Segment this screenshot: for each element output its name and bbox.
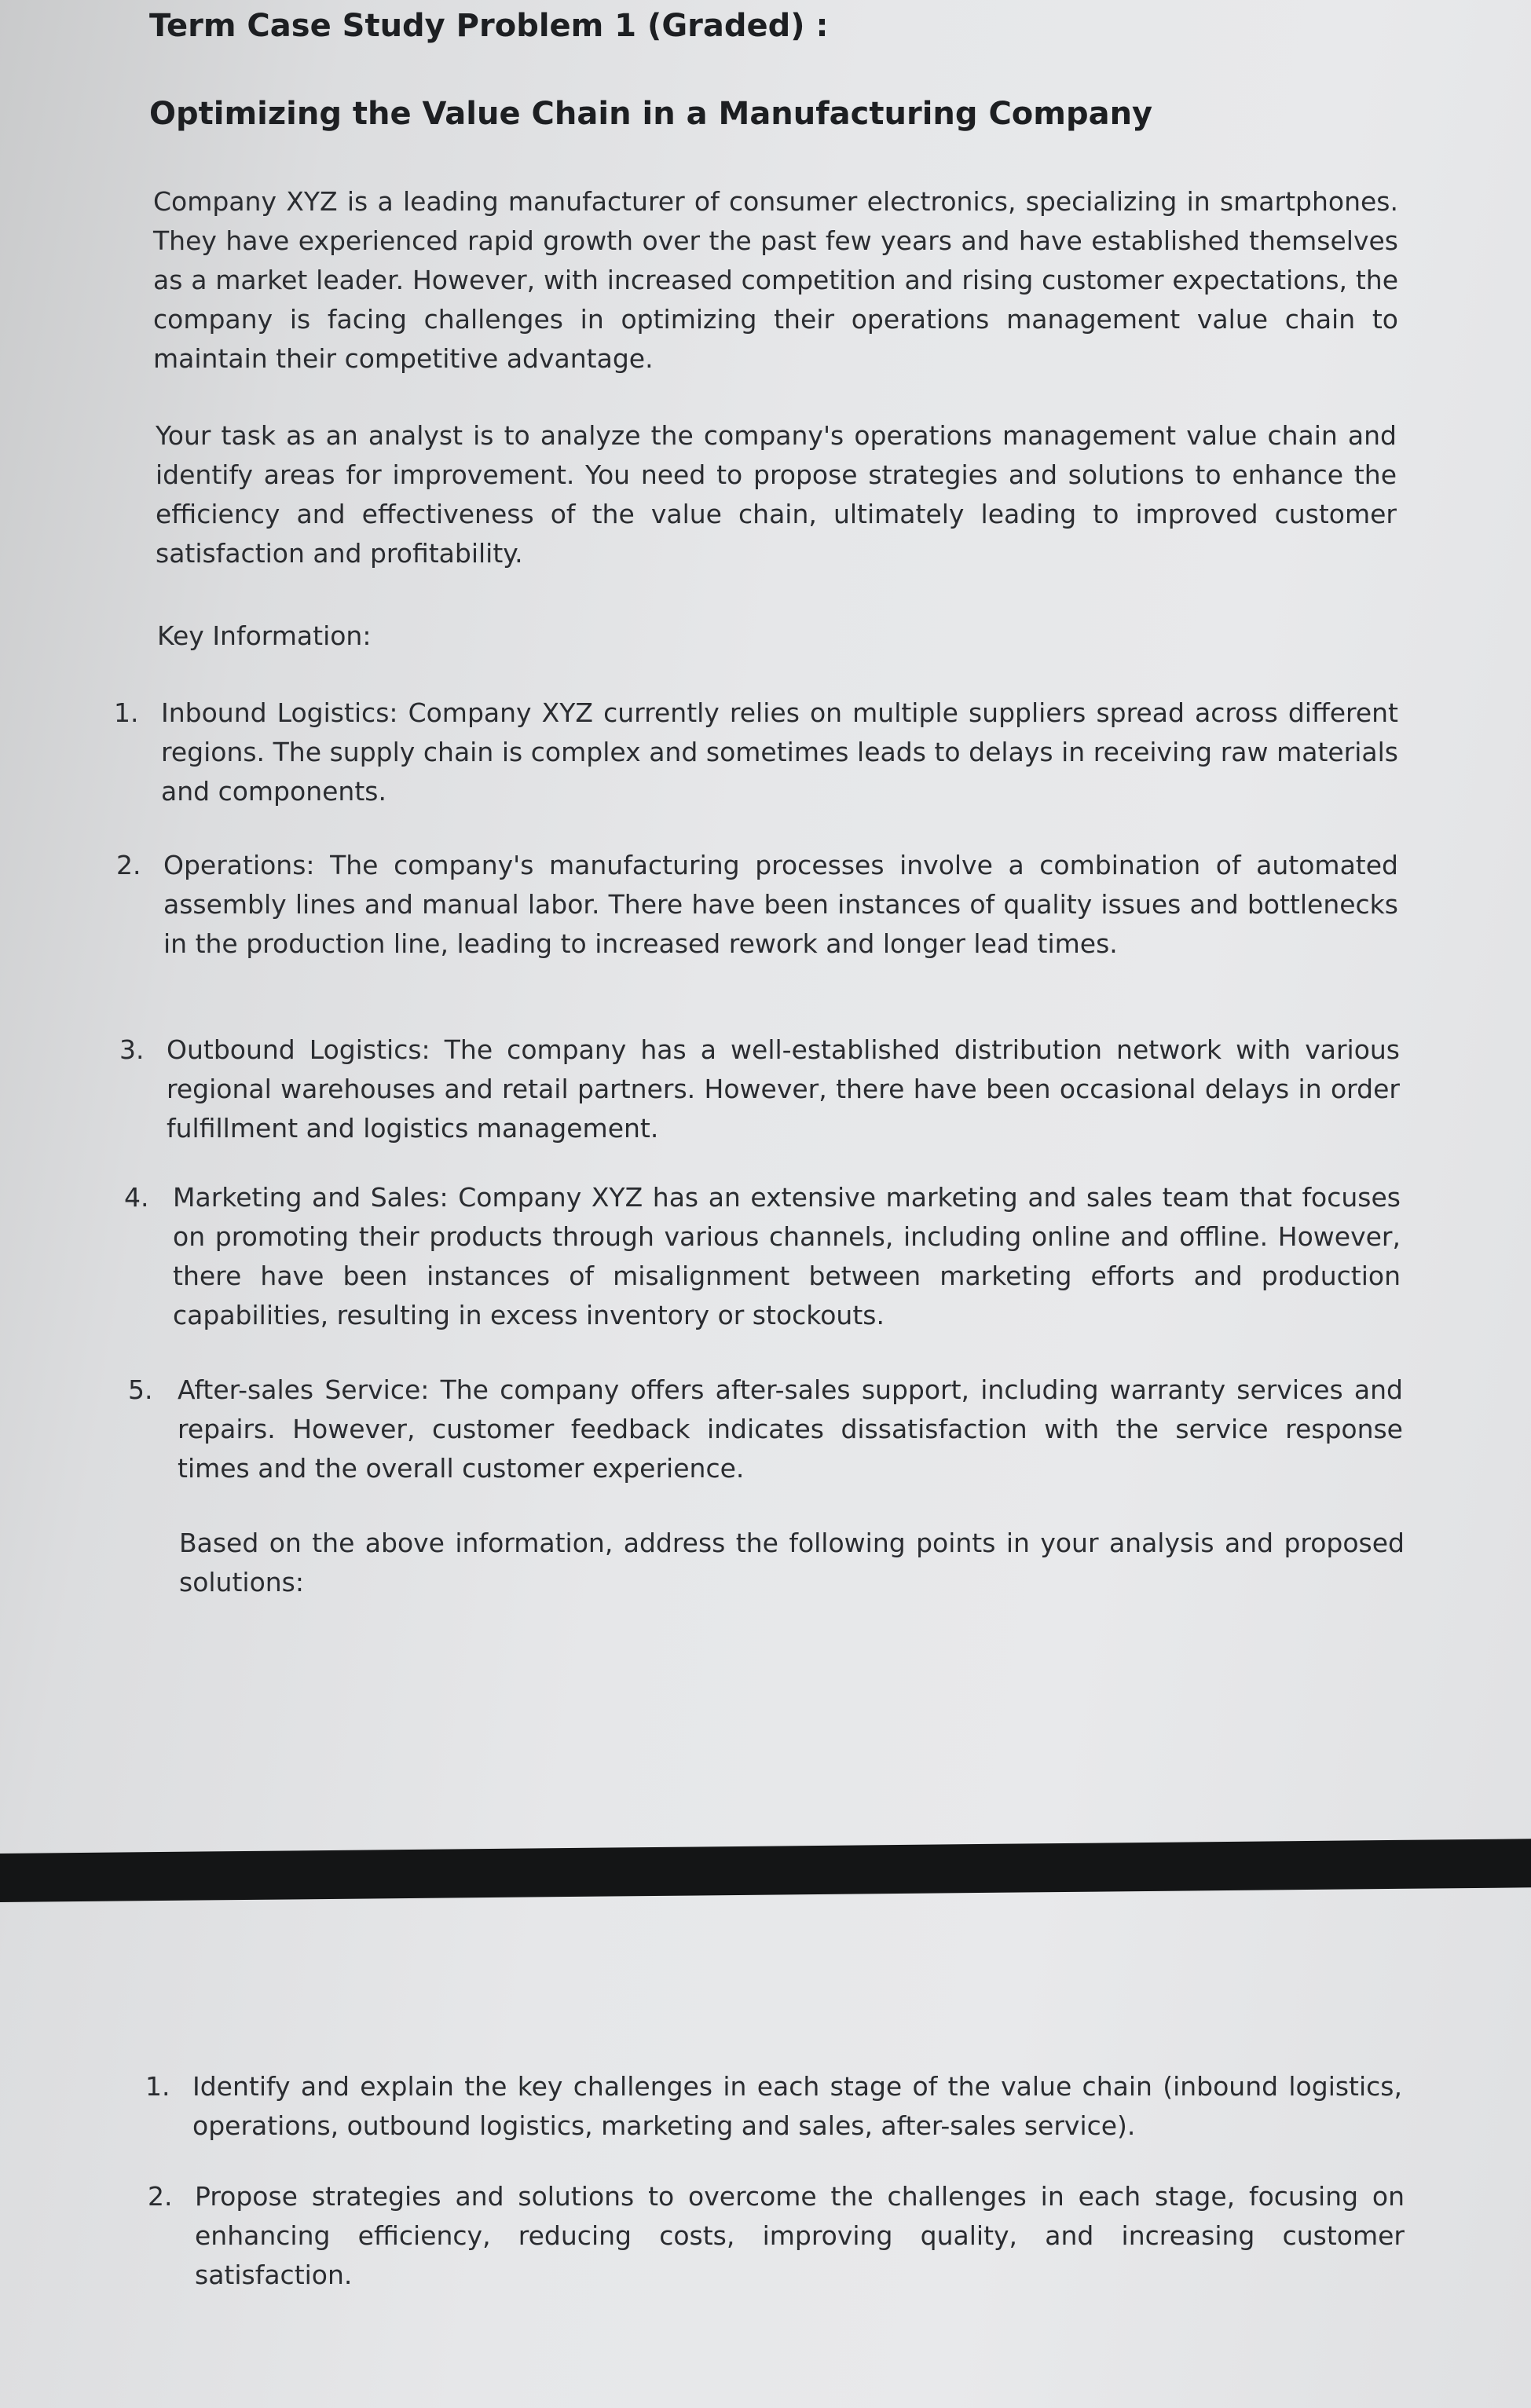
list-item-number: 5. <box>128 1374 153 1405</box>
list-item-number: 1. <box>145 2071 170 2102</box>
list-item-text: Inbound Logistics: Company XYZ currently relies on multiple suppliers spread across different regions. The supply chain is complex and sometimes leads to delays in receiving raw materials and components. <box>161 697 1398 807</box>
list-item-text: Propose strategies and solutions to overcome the challenges in each stage, focusing on enhancing efficiency, reducing costs, improving quality, and increasing customer satisfaction. <box>195 2181 1405 2290</box>
list-item-number: 2. <box>148 2181 173 2212</box>
task-paragraph: Your task as an analyst is to analyze the company's operations management value chain and identify areas for improvement. You need to propose strategies and solutions to enhance the efficiency and effectiveness of the value chain, ultimately leading to improved customer satisfaction and profitability. <box>156 420 1397 569</box>
list-item-number: 2. <box>116 850 141 880</box>
list-item-text: Marketing and Sales: Company XYZ has an extensive marketing and sales team that focuses on promoting their products through various channels, including online and offline. However, there have been instances of misalignment between marketing efforts and production capabilities, resulting in excess inventory or stockouts. <box>173 1182 1401 1330</box>
intro-paragraph: Company XYZ is a leading manufacturer of consumer electronics, specializing in smartphones. They have experienced rapid growth over the past few years and have established themselves as a market leader. However, with increased competition and rising customer expectations, the company is facing challenges in optimizing their operations management value chain to maintain their competitive advantage. <box>153 186 1398 374</box>
lower-page-section <box>0 1902 1531 2408</box>
document-title: Term Case Study Problem 1 (Graded) : <box>149 8 829 44</box>
list-item-number: 3. <box>119 1034 145 1065</box>
instructions-paragraph: Based on the above information, address the following points in your analysis and proposed solutions: <box>179 1528 1405 1597</box>
list-item-text: Operations: The company's manufacturing processes involve a combination of automated assembly lines and manual labor. There have been instances of quality issues and bottlenecks in the production line, leading to increased rework and longer lead times. <box>163 850 1398 959</box>
list-item-text: Identify and explain the key challenges in each stage of the value chain (inbound logistics, operations, outbound logistics, marketing and sales, after-sales service). <box>192 2071 1402 2141</box>
key-info-heading: Key Information: <box>157 620 372 651</box>
document-subtitle: Optimizing the Value Chain in a Manufacturing Company <box>149 96 1153 132</box>
list-item-number: 4. <box>124 1182 149 1213</box>
list-item-text: Outbound Logistics: The company has a well-established distribution network with various regional warehouses and retail partners. However, there have been occasional delays in order fulfillment and logistics management. <box>167 1034 1400 1144</box>
list-item-number: 1. <box>114 697 139 728</box>
list-item-text: After-sales Service: The company offers after-sales support, including warranty services and repairs. However, customer feedback indicates dissatisfaction with the service response times and the overall customer experience. <box>178 1374 1403 1484</box>
